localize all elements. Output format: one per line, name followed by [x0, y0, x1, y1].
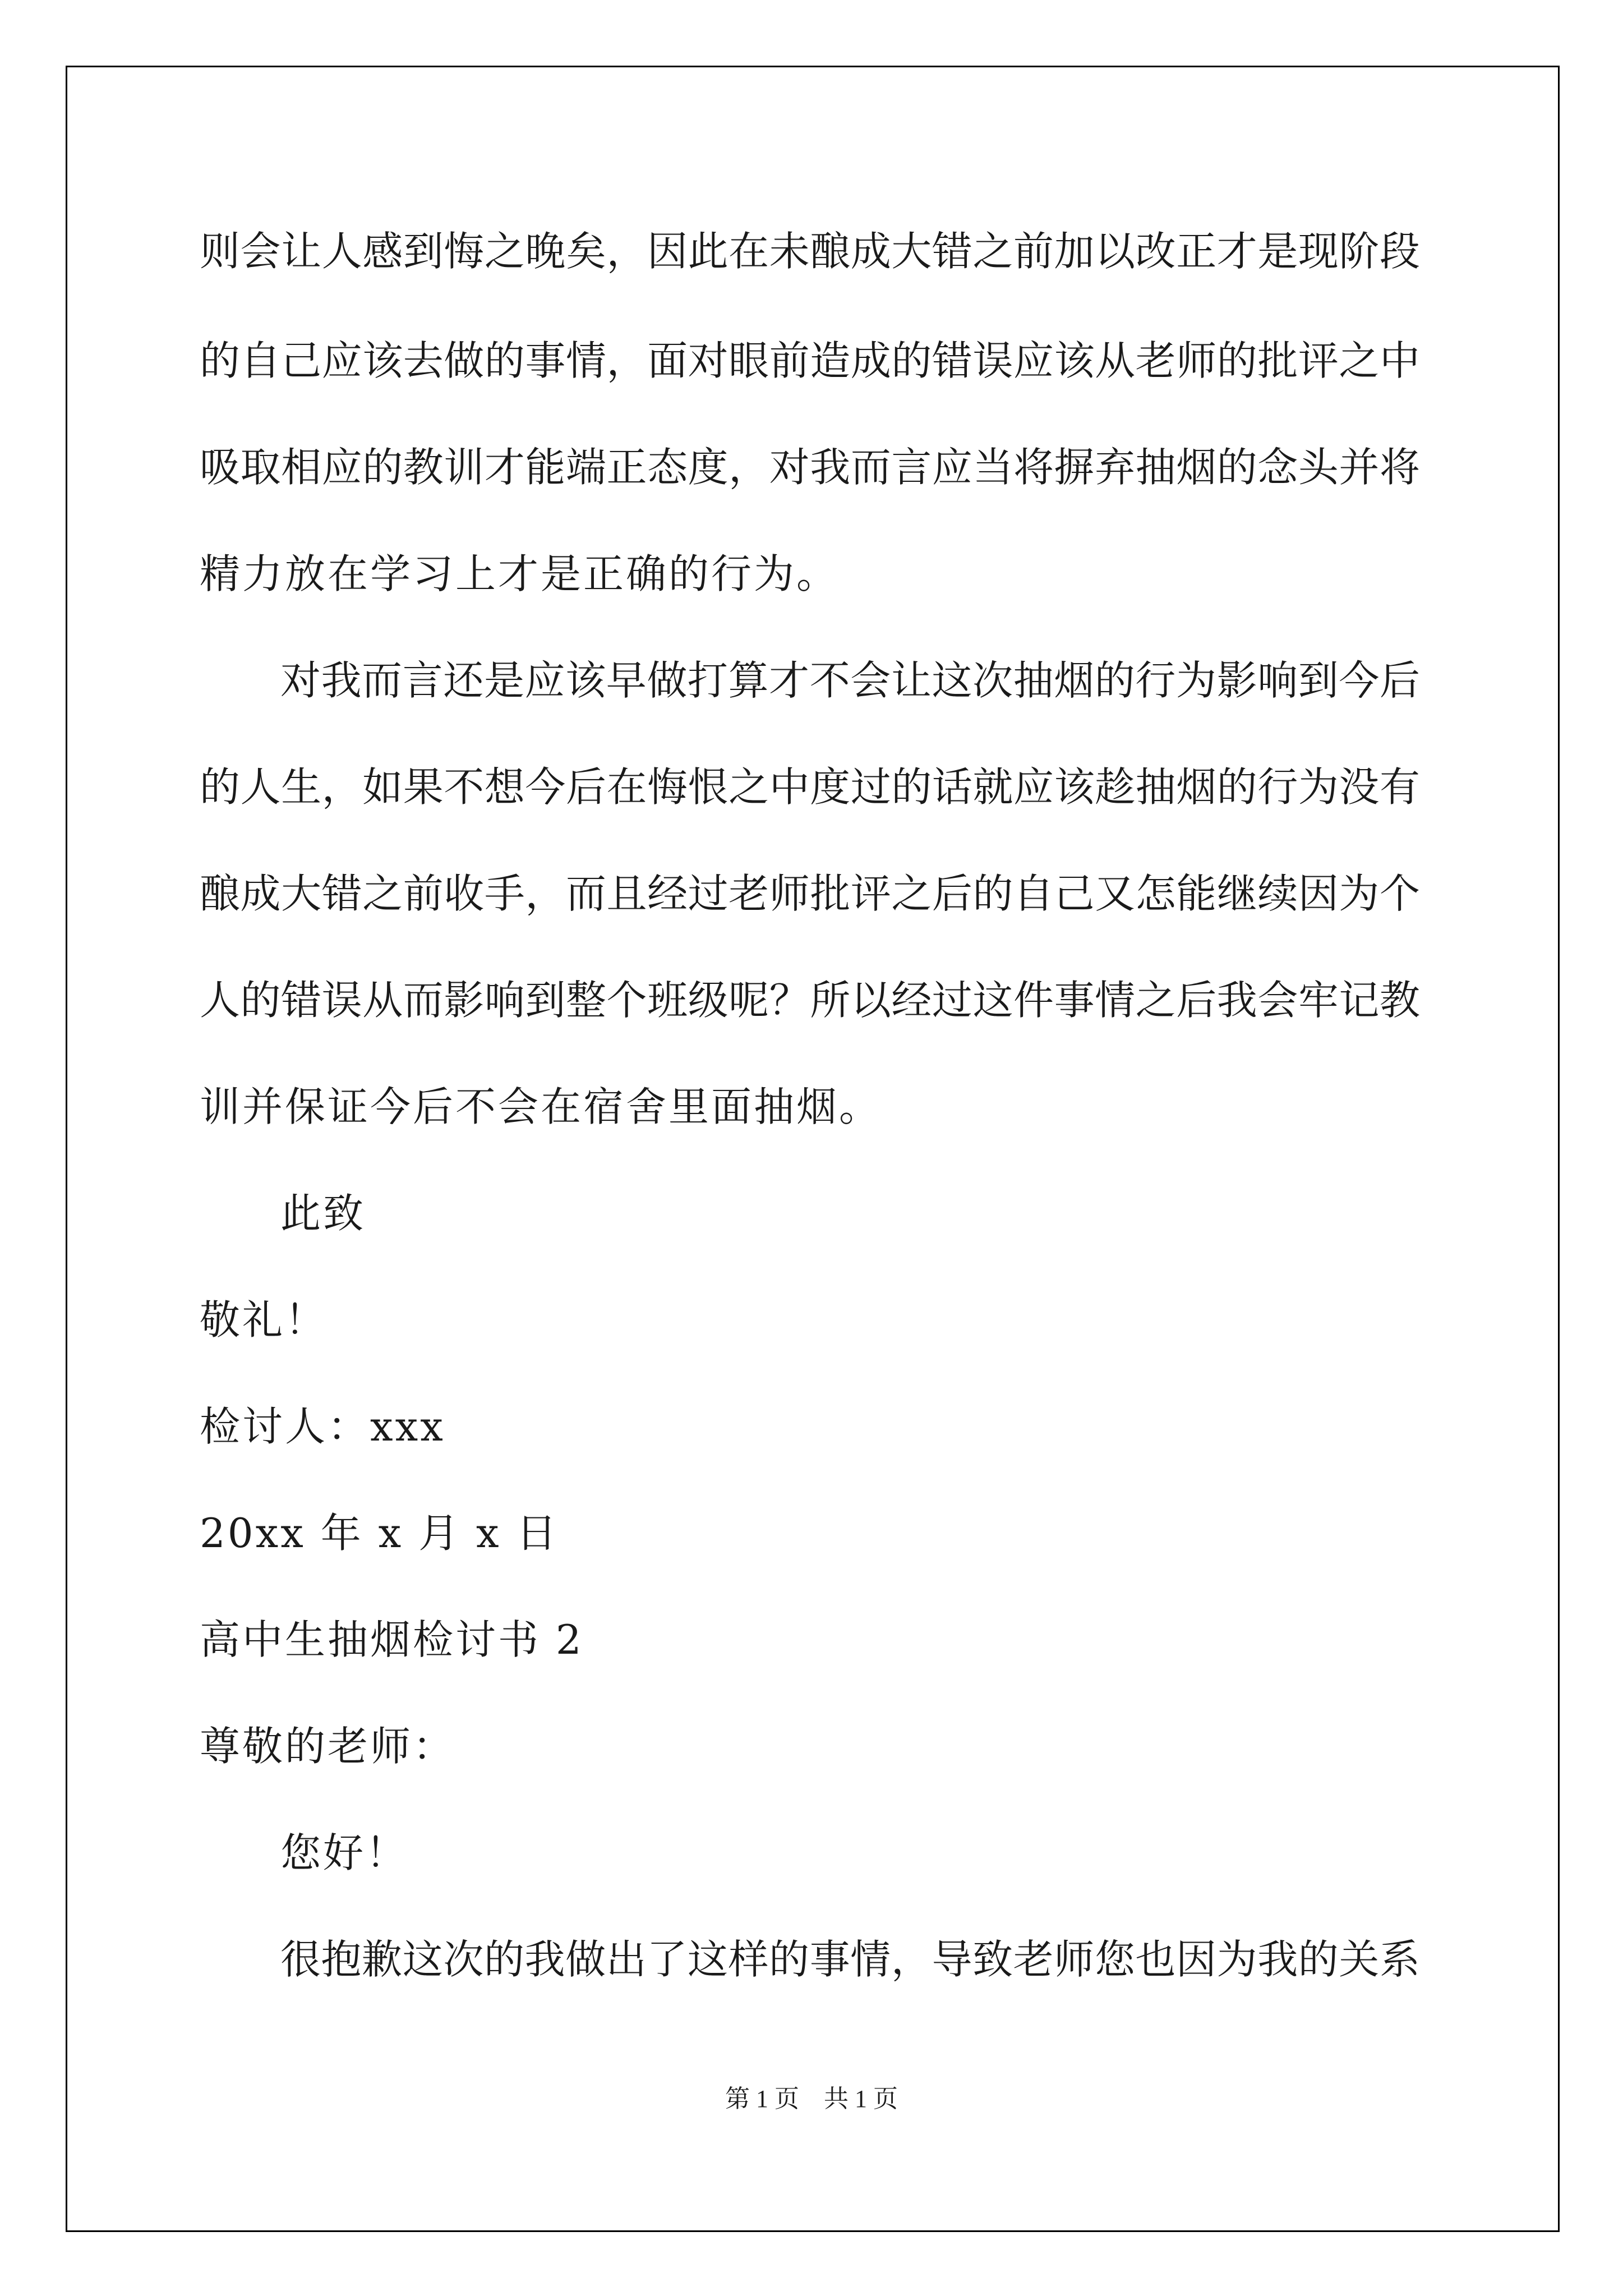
signer: 检讨人：xxx: [200, 1403, 445, 1450]
paragraph-1-line-2: 的自己应该去做的事情，面对眼前造成的错误应该从老师的批评之中: [200, 337, 1420, 384]
page-footer: 第 1 页 共 1 页: [725, 2085, 898, 2113]
paragraph-2-line-1: 对我而言还是应该早做打算才不会让这次抽烟的行为影响到今后: [280, 657, 1420, 704]
paragraph-1-line-4: 精力放在学习上才是正确的行为。: [200, 550, 840, 597]
paragraph-2-line-5: 训并保证今后不会在宿舍里面抽烟。: [200, 1083, 882, 1130]
greeting: 您好！: [280, 1829, 409, 1876]
closing-jingli: 敬礼！: [200, 1296, 328, 1343]
second-letter-title: 高中生抽烟检讨书 2: [200, 1616, 584, 1663]
paragraph-1-line-3: 吸取相应的教训才能端正态度，对我而言应当将摒弃抽烟的念头并将: [200, 444, 1420, 491]
paragraph-2-line-4: 人的错误从而影响到整个班级呢？所以经过这件事情之后我会牢记教: [200, 977, 1420, 1024]
paragraph-2-line-3: 酿成大错之前收手，而且经过老师批评之后的自己又怎能继续因为个: [200, 870, 1420, 917]
date: 20xx 年 x 月 x 日: [200, 1510, 559, 1557]
paragraph-2-line-2: 的人生，如果不想今后在悔恨之中度过的话就应该趁抽烟的行为没有: [200, 763, 1420, 811]
second-letter-first-line: 很抱歉这次的我做出了这样的事情，导致老师您也因为我的关系: [280, 1936, 1420, 1983]
salutation: 尊敬的老师：: [200, 1723, 456, 1770]
closing-cizhi: 此致: [280, 1190, 366, 1237]
page-border: [66, 66, 1560, 2232]
paragraph-1-line-1: 则会让人感到悔之晚矣，因此在未酿成大错之前加以改正才是现阶段: [200, 228, 1420, 275]
